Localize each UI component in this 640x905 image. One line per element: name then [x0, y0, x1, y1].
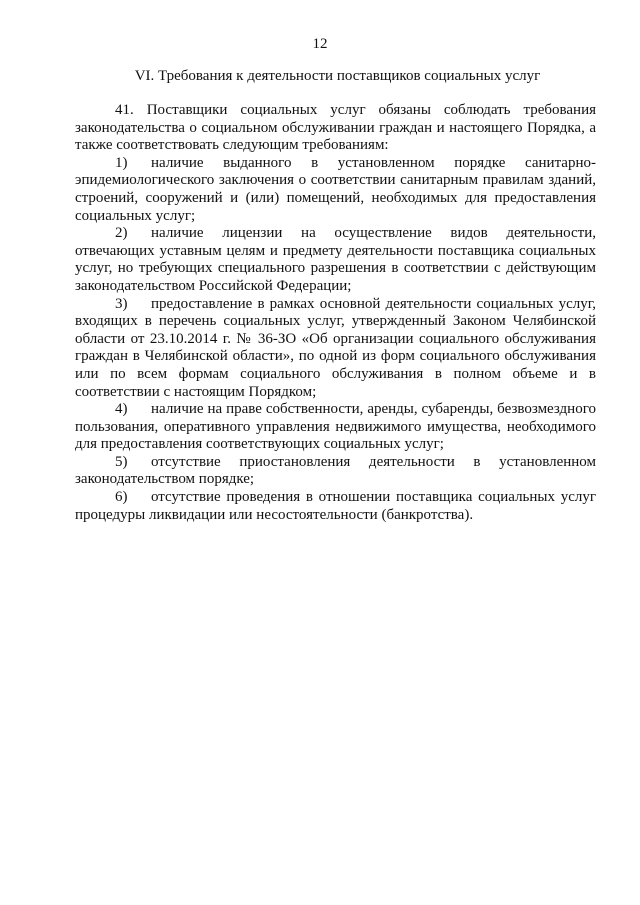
document-body [75, 102, 596, 524]
list-item [75, 401, 596, 454]
item-number: 2) [115, 225, 128, 242]
list-item [75, 454, 596, 489]
page-number: 12 [312, 36, 328, 52]
item-text: наличие выданного в установленном порядке санитарно-эпидемиологического заключения о соответствии санитарным правилам зданий, строений, сооружений и (или) помещений, необходимых для предоставления социальных услуг; [75, 154, 596, 224]
list-item [75, 155, 596, 225]
list-item [75, 225, 596, 295]
list-item [75, 296, 596, 402]
item-number: 3) [115, 295, 128, 312]
item-text: наличие лицензии на осуществление видов деятельности, отвечающих уставным целям и предмету деятельности поставщика социальных услуг, но требующих специального разрешения в соответствии с действующим законодательством Российской Федерации; [75, 225, 596, 294]
item-text: отсутствие приостановления деятельности в установленном законодательством порядке; [75, 453, 596, 488]
list-item [75, 489, 596, 524]
item-text: отсутствие проведения в отношении поставщика социальных услуг процедуры ликвидации или несостоятельности (банкротства). [75, 489, 596, 523]
item-number: 4) [115, 401, 128, 418]
item-number: 5) [115, 453, 128, 470]
item-text: наличие на праве собственности, аренды, субаренды, безвозмездного пользования, оперативного управления недвижимого имущества, необходимого для предоставления соответствующих социальных услуг; [75, 401, 596, 453]
item-number: 6) [115, 489, 128, 506]
item-number: 1) [115, 154, 128, 171]
section-heading: VI. Требования к деятельности поставщиков социальных услуг [134, 68, 541, 84]
intro-paragraph: 41. Поставщики социальных услуг обязаны соблюдать требования законодательства о социальном обслуживании граждан и настоящего Порядка, а также соответствовать следующим требованиям: [75, 102, 596, 154]
item-text: предоставление в рамках основной деятельности социальных услуг, входящих в перечень социальных услуг, утвержденный Законом Челябинской области от 23.10.2014 г. № 36-ЗО «Об организации социального обслуживания граждан в Челябинской области», по одной из форм социального обслуживания или по всем формам социального обслуживания в полном объеме и в соответствии с настоящим Порядком; [75, 295, 596, 400]
